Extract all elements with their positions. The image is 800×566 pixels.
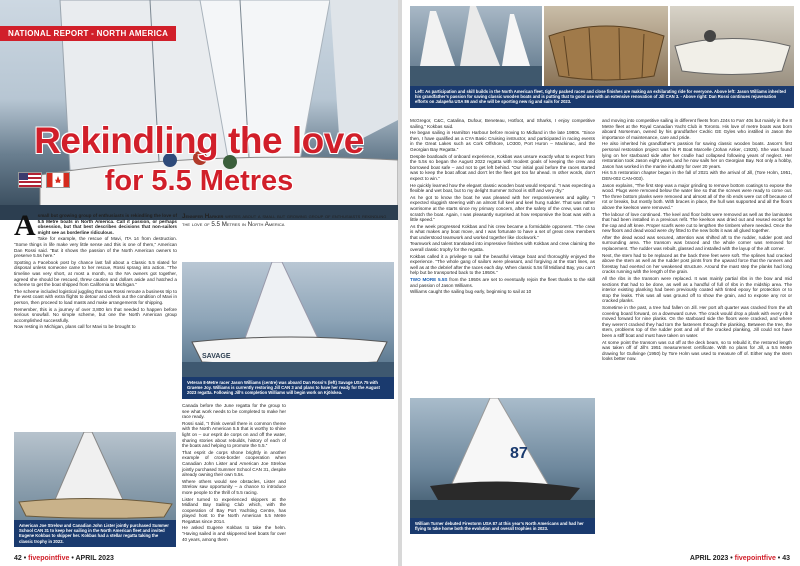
paragraph: That esprit de corps shone brightly in another example of cross-border cooperation when Canadian John Lister and American Joe Strelow jointly purchased Summer School CAN 31, despite already owning their own 5.5s.	[182, 449, 286, 478]
paragraph: The scheme included logistical juggling that saw Rossi reroute a business trip to the west coast with extra flights to detour and check out the condition of Mavi in person, then proceed to load masts and make arrangements for shipping.	[14, 288, 177, 305]
left-page	[0, 0, 398, 566]
paragraph: Where others would see obstacles, Lister and Strelow saw opportunity – a chance to introduce more people to the thrill of 5.5 racing.	[182, 478, 286, 495]
paragraph: Lister turned to experienced skippers at the Midland Bay Sailing Club which, with the cooperation of Bay Port Yachting Centre, has played host to the North American 5.5 Metre Regattas since 2014.	[182, 496, 286, 524]
brand-name: fivepointfive	[734, 555, 776, 562]
page-number: 43	[782, 555, 790, 562]
caption-firestorm: William Turner debuted Firestorm USA 87 at this year’s North Americans and had her flying to take home both the evolution and overall trophies in 2023.	[410, 518, 595, 534]
photo-savage	[182, 262, 394, 377]
left-column-1	[14, 209, 177, 331]
summer-school-boat-illustration	[14, 432, 176, 522]
author-intro	[182, 213, 392, 229]
photo-summer-school	[14, 432, 176, 522]
paragraph: Remember, this is a journey of over 3,800 km that needed to happen before serious snowfall. No simple scheme, but one the North American group accomplished successfully.	[14, 306, 177, 323]
paragraph: The labour of love continued. The keel and floor bolts were removed as well as the laminates that had been installed in a previous refit. The keelson was dried out and reused except for the cap and aft knee. Proper scarfs were cut to lengthen the timbers where needed. Once the new floors and dead wood were dry fitted to the new bolts it was all glued together.	[602, 211, 792, 234]
paragraph: Teamwork and talent translated into impressive finishes with Kokbas and crew claiming the overall classic trophy for the regatta.	[410, 241, 595, 253]
canada-flag-icon	[46, 172, 70, 188]
paragraph: from the 1950s are set to eventually rejoin the fleet thanks to the skill and passion of Jason Williams.	[410, 277, 595, 288]
photo-firestorm	[410, 398, 595, 518]
caption-summer-school: American Joe Strelow and Canadian John Lister jointly purchased Summer School CAN 31 to keep her sailing in the North American fleet and invited Eugene Kokbas to skipper her. Kokbas had a stellar regatta taking the classic trophy in 2022.	[14, 520, 176, 547]
article-title-line2: for 5.5 Metres	[104, 165, 294, 197]
right-footer: APRIL 2023 • fivepointfive • 43	[689, 555, 790, 562]
paragraph: He asked Eugene Kokbas to take the helm. “Having sailed in and skippered keel boats for over 40 years, among them	[182, 525, 286, 542]
caption-top-right: Left: As participation and skill builds in the North American fleet, tightly packed races and close finishes are making an exhilarating ride for everyone. Above left: Jason Williams inherited his grandfather’s passion for saving classic wooden boats and is putting that to good use with an extensive renovation of Jill CAN 3. - Above right: Dan Rossi continues rejuvenation efforts on Jalapeña USA 86 and she will be sporting new rig and sails for 2023.	[410, 86, 794, 108]
us-flag-icon	[18, 172, 42, 188]
savage-hull-label: SAVAGE	[202, 353, 231, 360]
caption-savage: Veteran 8-Metre racer Jason Williams (centre) was aboard Dan Rossi’s (left) Savage USA 75 with Graeme Joy. Williams is currently restoring Jill CAN 3 and plans to have her ready for the August 2023 regatta. Following Jill’s completion Williams will begin work on Kjölskea.	[182, 377, 394, 399]
paragraph: and moving into competitive sailing in different fleets from J24s to Farr 40s but mainly in the 8 Metre fleet at the Royal Canadian Yacht Club in Toronto. His love of metre boats was born aboard Norseman, owned by his grandfather Cedric GE Gyles who instilled in Jason the importance of maintenance, care and pride.	[602, 118, 792, 140]
paragraph: After the dead wood was secured, attention was shifted aft to the rudder, rudder post and surrounding area. The transom was braced and the whole corner was removed for replacement. The rudder was rebuilt, glassed and installed with the layup of the aft corner.	[602, 234, 792, 252]
drop-cap: A	[14, 209, 36, 242]
paragraph: McGregor, C&C, Catalina, Dufour, Beneteau, Hotfoot, and Sharks, I enjoy competitive sailing,” Kokbas said.	[410, 118, 595, 129]
issue-date: APRIL 2023	[75, 555, 114, 562]
paragraph: As the week progressed Kokbas and his crew became a formidable opponent. “The crew is what makes any boat move, and I was fortunate to have a set of great crew members that understood teamwork and worked together like clockwork.”	[410, 223, 595, 240]
left-footer: 42 • fivepointfive • APRIL 2023	[14, 555, 114, 562]
right-column-1	[410, 118, 595, 296]
savage-boat-illustration	[182, 262, 394, 377]
left-column-2	[182, 403, 286, 543]
subhead: TWO MORE 5.5S	[410, 277, 448, 283]
race-illustration	[410, 6, 542, 86]
paragraph: He also inherited his grandfather’s passion for saving classic wooden boats. Jason’s first personal restoration project was his R Boat Marcelle (Johan Anker, c1925). She was found lying on her starboard side after her cradle had collapsed following years of neglect. Her restoration took Jason eight years, and he now sails her on Georgian Bay. Not only a hobby, Jason has worked in the marine industry for over 20 years.	[602, 141, 792, 169]
lead-paragraph: small but growing group of enthusiasts is rekindling the love of 5.5 Metre boats in North America. Call it passion, or perhaps obsession, but that best describes decisions that non-sailors might see as borderline ridiculous.	[37, 213, 177, 235]
paragraph: Despite boatloads of onboard experience, Kokbas was unsure exactly what to expect from the 5.5s so began the August 2022 regatta with modest goals of keeping the crew and borrowed boat safe – and not to get left behind. “Our initial goal before the races started was to keep the boat afloat and don’t let the fleet get too far ahead. In other words, don’t expect to win.”	[410, 153, 595, 181]
right-column-2	[602, 118, 792, 363]
author-name: Jennifer Harker	[182, 213, 224, 220]
paragraph: Williams caught the sailing bug early, beginning to sail at 10	[410, 289, 532, 295]
page-number: 42	[14, 555, 22, 562]
paragraph: Kokbas called it a privilege to sail the beautiful vintage boat and thoroughly enjoyed the experience. “The whole gang of sailors were pleasant, and forgiving at the start lines, as well as at the debrief after the races each day. When classic 5.5s fill Midland Bay, you can’t help but be transported back to the 1950s.”	[410, 253, 595, 276]
sail-number-label: 87	[510, 445, 528, 462]
photo-race-start	[410, 6, 542, 86]
paragraph: His 5.5 restoration chapter began in the fall of 2021 with the arrival of Jill, (Tore Holm, 1951, DEN-002 CAN-003).	[602, 170, 792, 181]
paragraph: He quickly learned how the elegant classic wooden boat would respond. “I was expecting a flexible and wet boat, but to my delight Summer School is stiff and very dry.”	[410, 182, 595, 194]
paragraph: He began sailing in Hamilton Harbour before moving to Midland in the late 1980s. “Since then, I have qualified as a CYA Basic Cruising instructor, and participated in racing events in the Great Lakes such as Cork Offshore, LO300, Port Huron – Mackinac, and the Georgian Bay Regatta.”	[410, 130, 595, 152]
paragraph: All the ribs in the transom were replaced. It was mainly partial ribs in the bow and mid sections that had to be done, as well as a handful of full of ribs in the midship area. The interior existing planking had been previously coated with tinted epoxy for protection or to stop the leaks. This was all was ground off to show the grain, and to expose any rot or cracked planks.	[602, 276, 792, 304]
intro-text: writes about a small but growing group of enthusiasts rekindling the love of 5.5 Metres in North America	[182, 213, 387, 229]
paragraph: Take for example, the rescue of Mavi, ITA 14 from destruction. “Some things in life make very little sense and this is one of them,” American Dan Rossi said. “But it shows the passion of the North American owners to preserve 5.5s here.”	[14, 236, 177, 259]
section-tag: NATIONAL REPORT - NORTH AMERICA	[0, 26, 176, 41]
issue-date: APRIL 2023	[689, 555, 729, 562]
paragraph: Sometime in the past, a tree had fallen on Jill. Her port aft quarter was cracked from the aft covering board forward, on a downward curve. The crack would drop a plank with every rib it moved forward for nine planks. On the starboard side the floors were cracked, and where they weren’t cracked they had torn the fasteners through the planking. Between the tree, the stem, problems top of the rudder post and all of the cracked planking, Jill could not have been a stiff boat and must have taken on water.	[602, 305, 792, 338]
firestorm-boat-illustration	[410, 398, 595, 518]
article-title-line1: Rekindling the love	[34, 120, 364, 161]
photo-jill-restoration	[544, 6, 668, 86]
paragraph: As he got to know the boat he was pleased with her responsiveness and agility. “I expected sluggish steering with an almost full keel and keel hung rudder. That was rather worrisome at the starts since my primary concern, after the safety of the crew, was not to scratch the boat. Again, I was pleasantly surprised at how responsive the boat was with a little speed.”	[410, 194, 595, 223]
hull-restoration-illustration	[544, 6, 668, 86]
paragraph: Canada before the June regatta for the group to see what work needs to be completed to make her race ready.	[182, 403, 286, 420]
photo-jalapena	[670, 6, 794, 86]
jalapena-hull-illustration	[670, 6, 794, 86]
paragraph: At some point the transom was cut off at the deck beam, so to rebuild it, the restored length was taken off of Jill’s 1951 measurement certificate. With no plans for Jill, a 5.5 Metre drawing for Gullvinge (1950) by Tore Holm was used to measure off of. Either way the stern looks better now.	[602, 339, 792, 362]
paragraph: Now resting in Michigan, plans call for Mavi to be brought to	[14, 324, 136, 330]
paragraph: Rossi said, “I think overall there is common theme with the North American 5.5 that is worthy to shine light on – our esprit de corps on and off the water, sharing stories about rebuilds, history of each of the boats and helping to promote the 5.5.”	[182, 420, 286, 449]
paragraph: Spotting a Facebook post by chance last fall about a Classic 5.5 slated for disposal unless someone came to her rescue, Rossi sprang into action. “The timeline was very short, at most a month, so the NA owners got together, agreed she should be rescued, threw caution and dollars aside and hatched a scheme to get the boat shipped from California to Michigan.”	[14, 259, 177, 288]
paragraph: Jason explains, “The first step was a major grinding to remove bottom coatings to expose the wood. Plugs were removed below the water line so that the screws were ready to come out. The three bottom planks were removed and almost all of the rib ends were cut off because of rot or breaks, but mostly both. With braces in place, the hull was supported and all the floors above the keelson were removed.”	[602, 182, 792, 210]
right-page	[402, 0, 800, 566]
brand-name: fivepointfive	[28, 555, 70, 562]
paragraph: Next, the stem had to be replaced as the back three feet were soft. The splines had cracked above the stem as well as the rudder post joints from the upward force that the runners and forestay had exerted on her weakened structure. Around the mast step the planks had long cracks running with the length of the grain.	[602, 252, 792, 275]
